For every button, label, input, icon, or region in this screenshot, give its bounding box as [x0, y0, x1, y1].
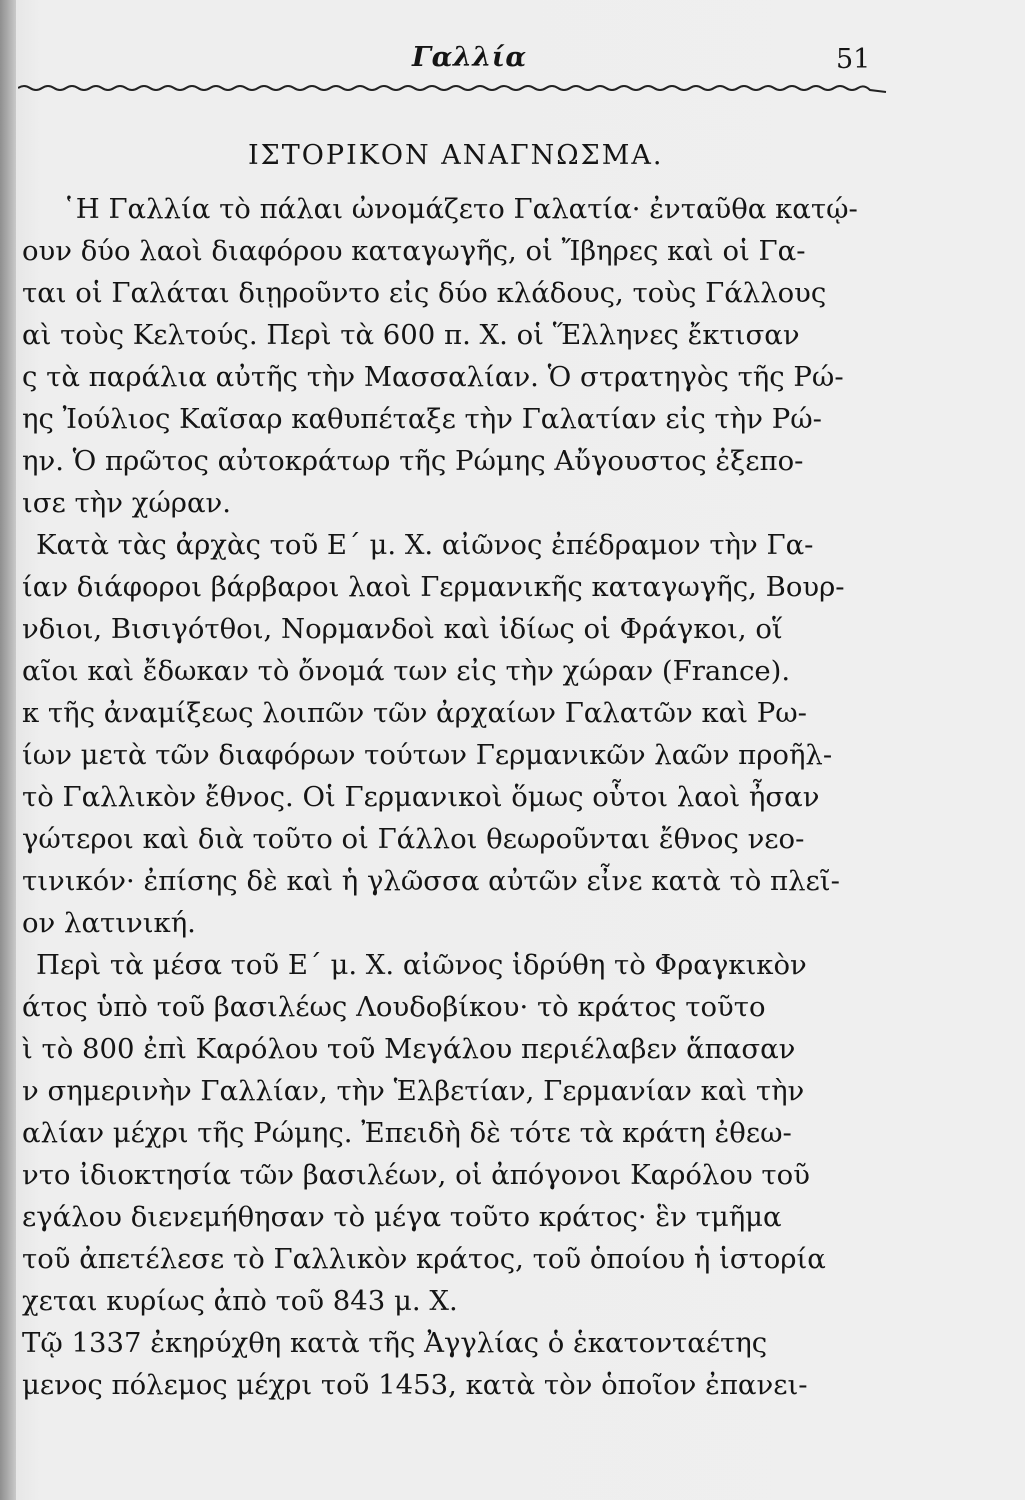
- text-line: ν σημερινὴν Γαλλίαν, τὴν Ἑλβετίαν, Γερμανίαν καὶ τὴν: [22, 1075, 805, 1107]
- text-line: ίων μετὰ τῶν διαφόρων τούτων Γερμανικῶν λαῶν προῆλ-: [22, 739, 833, 771]
- text-line: ὶ τὸ 800 ἐπὶ Καρόλου τοῦ Μεγάλου περιέλαβεν ἅπασαν: [22, 1033, 796, 1065]
- text-line: ντο ἰδιοκτησία τῶν βασιλέων, οἱ ἀπόγονοι Καρόλου τοῦ: [22, 1159, 810, 1191]
- text-line: γώτεροι καὶ διὰ τοῦτο οἱ Γάλλοι θεωροῦνται ἔθνος νεο-: [22, 823, 805, 855]
- text-line: ς τὰ παράλια αὐτῆς τὴν Μασσαλίαν. Ὁ στρατηγὸς τῆς Ρώ-: [22, 361, 844, 393]
- text-line: χεται κυρίως ἀπὸ τοῦ 843 μ. Χ.: [22, 1285, 458, 1317]
- running-title: Γαλλία: [412, 42, 527, 73]
- text-line: ον λατινική.: [22, 907, 196, 939]
- text-line: Περὶ τὰ μέσα τοῦ Ε΄ μ. Χ. αἰῶνος ἱδρύθη τὸ Φραγκικὸν: [36, 949, 807, 981]
- section-heading: ΙΣΤΟΡΙΚΟΝ ΑΝΑΓΝΩΣΜΑ.: [248, 140, 664, 171]
- page-number: 51: [836, 44, 871, 75]
- text-line: ῾Η Γαλλία τὸ πάλαι ὠνομάζετο Γαλατία· ἐνταῦθα κατῴ-: [62, 193, 858, 225]
- text-line: ισε τὴν χώραν.: [22, 487, 231, 519]
- text-line: ην. Ὁ πρῶτος αὐτοκράτωρ τῆς Ρώμης Αὔγουστος ἐξεπο-: [22, 445, 804, 477]
- text-line: τοῦ ἀπετέλεσε τὸ Γαλλικὸν κράτος, τοῦ ὁποίου ἡ ἱστορία: [22, 1243, 826, 1275]
- text-line: ουν δύο λαοὶ διαφόρου καταγωγῆς, οἱ Ἴβηρες καὶ οἱ Γα-: [22, 235, 806, 267]
- text-line: τινικόν· ἐπίσης δὲ καὶ ἡ γλῶσσα αὐτῶν εἶνε κατὰ τὸ πλεῖ-: [22, 865, 840, 897]
- text-line: νδιοι, Βισιγότθοι, Νορμανδοὶ καὶ ἰδίως οἱ Φράγκοι, οἵ: [22, 613, 783, 645]
- text-line: ης Ἰούλιος Καῖσαρ καθυπέταξε τὴν Γαλατίαν εἰς τὴν Ρώ-: [22, 403, 822, 435]
- text-line: ίαν διάφοροι βάρβαροι λαοὶ Γερμανικῆς καταγωγῆς, Βουρ-: [22, 571, 845, 603]
- text-line: κ τῆς ἀναμίξεως λοιπῶν τῶν ἀρχαίων Γαλατῶν καὶ Ρω-: [22, 697, 807, 729]
- text-line: άτος ὑπὸ τοῦ βασιλέως Λουδοβίκου· τὸ κράτος τοῦτο: [22, 991, 766, 1023]
- text-line: αὶ τοὺς Κελτούς. Περὶ τὰ 600 π. Χ. οἱ Ἕλληνες ἔκτισαν: [22, 319, 800, 351]
- text-line: Κατὰ τὰς ἀρχὰς τοῦ Ε΄ μ. Χ. αἰῶνος ἐπέδραμον τὴν Γα-: [36, 529, 814, 561]
- text-line: μενος πόλεμος μέχρι τοῦ 1453, κατὰ τὸν ὁποῖον ἐπανει-: [22, 1369, 808, 1401]
- page-gutter-shadow: [0, 0, 16, 1500]
- text-line: αλίαν μέχρι τῆς Ρώμης. Ἐπειδὴ δὲ τότε τὰ κράτη ἐθεω-: [22, 1117, 792, 1149]
- text-line: αῖοι καὶ ἔδωκαν τὸ ὄνομά των εἰς τὴν χώραν (France).: [22, 655, 791, 687]
- text-line: Τῷ 1337 ἐκηρύχθη κατὰ τῆς Ἀγγλίας ὁ ἑκατονταέτης: [22, 1327, 768, 1359]
- wavy-rule-divider: [18, 82, 890, 96]
- running-head: [0, 42, 1025, 82]
- text-line: τὸ Γαλλικὸν ἔθνος. Οἱ Γερμανικοὶ ὅμως οὗτοι λαοὶ ἦσαν: [22, 781, 820, 813]
- text-line: εγάλου διενεμήθησαν τὸ μέγα τοῦτο κράτος· ἓν τμῆμα: [22, 1201, 782, 1233]
- text-line: ται οἱ Γαλάται διῃροῦντο εἰς δύο κλάδους, τοὺς Γάλλους: [22, 277, 827, 309]
